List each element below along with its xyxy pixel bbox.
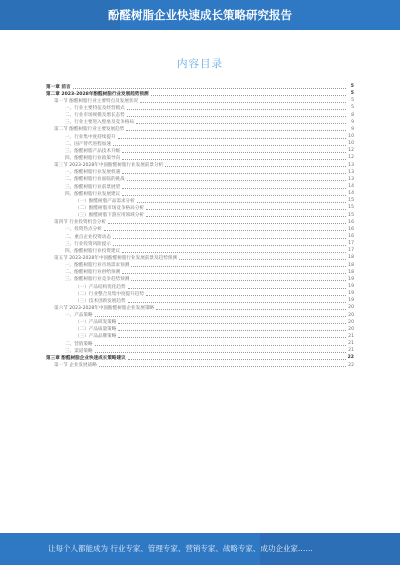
toc-page-number: 20 [348, 312, 354, 318]
toc-entry[interactable] [46, 326, 354, 333]
toc-entry[interactable] [46, 219, 354, 226]
toc-leader-dots [118, 320, 346, 324]
toc-page-number: 9 [351, 126, 354, 132]
toc-leader-dots [131, 277, 346, 281]
toc-entry-title: 一、酚醛树脂行业市场需求预测 [65, 263, 130, 269]
toc-entry[interactable] [46, 204, 354, 211]
toc-page-number: 13 [348, 169, 354, 175]
toc-leader-dots [104, 227, 346, 231]
toc-leader-dots [128, 285, 346, 289]
toc-entry-title: 二、酚醛树脂行业面临的挑战 [65, 177, 125, 183]
toc-entry-title: 第三节 2023-2028年中国酚醛树脂行业发展前景分析 [54, 163, 164, 169]
toc-entry-title: 二、酚醛树脂行业供给预测 [65, 270, 121, 276]
toc-leader-dots [146, 213, 346, 217]
toc-entry[interactable] [46, 319, 354, 326]
toc-entry[interactable] [46, 147, 354, 154]
toc-entry[interactable] [46, 276, 354, 283]
toc-leader-dots [127, 106, 346, 110]
toc-page-number: 14 [348, 184, 354, 190]
toc-entry[interactable] [46, 283, 354, 290]
toc-page-number: 18 [348, 255, 354, 261]
toc-page-number: 5 [350, 91, 354, 97]
toc-leader-dots [126, 127, 346, 131]
toc-entry-title: （三）技术创新发展趋势 [75, 298, 126, 304]
toc-entry-title: 四、酚醛树脂行业发展建议 [65, 191, 121, 197]
toc-entry-title: （三）产品品牌策略 [75, 334, 117, 340]
toc-page-number: 13 [348, 162, 354, 168]
toc-entry-title: 一、投资热点分析 [65, 227, 102, 233]
toc-leader-dots [113, 235, 346, 239]
toc-entry-title: 第二章 2023-2028年酚醛树脂行业发展趋势预测 [46, 91, 149, 97]
toc-page-number: 14 [348, 191, 354, 197]
toc-page-number: 22 [348, 362, 354, 368]
toc-leader-dots [179, 256, 346, 260]
toc-page-number: 17 [348, 241, 354, 247]
toc-entry[interactable] [46, 169, 354, 176]
toc-leader-dots [118, 334, 346, 338]
toc-leader-dots [156, 306, 346, 310]
toc-leader-dots [122, 270, 346, 274]
toc-page-number: 12 [348, 155, 354, 161]
toc-leader-dots [108, 220, 346, 224]
toc-entry[interactable] [46, 162, 354, 169]
toc-entry-title: 第六节 2023-2028年中国酚醛树脂企业发展策略 [54, 305, 155, 311]
toc-entry[interactable] [46, 126, 354, 133]
toc-entry-title: 第一节 企业发展战略 [54, 363, 97, 369]
toc-leader-dots [128, 299, 346, 303]
toc-leader-dots [136, 120, 346, 124]
toc-page-number: 19 [348, 284, 354, 289]
toc-entry-title: （二）产品质量策略 [75, 327, 117, 333]
toc-leader-dots [122, 249, 346, 253]
toc-leader-dots [128, 356, 346, 360]
toc-page-number: 10 [348, 141, 354, 147]
toc-page-number: 5 [351, 98, 354, 104]
toc-entry[interactable] [46, 176, 354, 183]
toc-leader-dots [122, 156, 346, 160]
toc-leader-dots [122, 149, 346, 153]
toc-leader-dots [73, 85, 346, 89]
toc-entry[interactable] [46, 269, 354, 276]
toc-entry-title: 三、行业主要进入壁垒及竞争格局 [65, 120, 134, 126]
toc-leader-dots [118, 327, 346, 331]
toc-entry-title: 第一节 酚醛树脂行业主要特点及发展状况 [54, 98, 139, 104]
toc-entry-title: （一）产品研发策略 [75, 320, 117, 326]
toc-page-number: 15 [348, 198, 354, 204]
toc-page-number: 22 [347, 355, 354, 361]
toc-page-number: 17 [348, 248, 354, 254]
toc-leader-dots [113, 242, 346, 246]
toc-entry[interactable] [46, 97, 354, 104]
toc-page-number: 19 [348, 291, 354, 297]
toc-leader-dots [99, 363, 346, 367]
toc-leader-dots [127, 113, 346, 117]
toc-entry-title: 第五节 2023-2028年中国酚醛树脂行业发展前景及趋势预测 [54, 255, 177, 261]
toc-page-number: 21 [348, 333, 354, 339]
toc-entry[interactable] [46, 90, 354, 97]
toc-leader-dots [146, 206, 346, 210]
toc-page-number: 20 [348, 326, 354, 332]
toc-entry-title: 三、酚醛树脂产品技术升级 [65, 148, 121, 154]
toc-page-number: 5 [350, 84, 354, 90]
toc-entry[interactable] [46, 297, 354, 304]
toc-entry-title: 三、渠道策略 [65, 348, 93, 354]
toc-entry[interactable] [46, 262, 354, 269]
toc-page-number: 12 [348, 148, 354, 154]
toc-entry[interactable] [46, 233, 354, 240]
toc-entry[interactable] [46, 140, 354, 147]
toc-page-number: 13 [348, 176, 354, 182]
toc-page-number: 16 [348, 219, 354, 225]
toc-leader-dots [165, 163, 346, 167]
toc-entry-title: （三）酚醛树脂下游应用领域分析 [75, 213, 144, 219]
toc-leader-dots [122, 185, 346, 189]
toc-page-number: 5 [351, 105, 354, 111]
toc-entry-title: 第四节 行业投资机会分析 [54, 220, 106, 226]
toc-leader-dots [131, 263, 346, 267]
toc-leader-dots [118, 135, 346, 139]
footer-band [0, 533, 400, 565]
header-band [0, 0, 400, 30]
toc-entry[interactable] [46, 361, 354, 368]
toc-entry[interactable] [46, 154, 354, 161]
toc-entry-title: （二）酚醛树脂市场竞争格局分析 [75, 205, 144, 211]
toc-entry[interactable] [46, 304, 354, 311]
toc-entry[interactable] [46, 133, 354, 140]
toc-leader-dots [146, 292, 346, 296]
toc-entry[interactable] [46, 119, 354, 126]
toc-page-number: 15 [348, 212, 354, 218]
toc-leader-dots [151, 92, 346, 96]
toc-page-number: 18 [348, 262, 354, 268]
toc-leader-dots [95, 349, 346, 353]
toc-page-number: 20 [348, 305, 354, 311]
toc-leader-dots [113, 142, 346, 146]
toc-entry[interactable] [46, 183, 354, 190]
toc-entry-title: （二）行业整合及集中度提升趋势 [75, 291, 144, 297]
toc-entry[interactable] [46, 333, 354, 340]
toc-page-number: 9 [351, 119, 354, 125]
table-of-contents [46, 83, 354, 369]
toc-leader-dots [127, 177, 346, 181]
toc-page-number: 10 [348, 134, 354, 140]
toc-leader-dots [95, 313, 346, 317]
toc-entry-title: 四、酚醛树脂行业投资建议 [65, 248, 121, 254]
toc-entry-title: 三、酚醛树脂行业竞争趋势预测 [65, 277, 130, 283]
toc-entry-title: 第一章 前言 [46, 84, 71, 90]
toc-entry[interactable] [46, 197, 354, 204]
toc-entry-title: 一、酚醛树脂行业发展机遇 [65, 170, 121, 176]
toc-entry[interactable] [46, 240, 354, 247]
toc-page-number: 8 [351, 112, 354, 118]
toc-leader-dots [122, 170, 346, 174]
toc-entry[interactable] [46, 254, 354, 261]
toc-entry[interactable] [46, 190, 354, 197]
toc-leader-dots [122, 192, 346, 196]
toc-entry-title: 一、行业集中度持续提升 [65, 134, 116, 140]
toc-entry-title: 二、营销策略 [65, 341, 93, 347]
toc-entry-title: 一、行业主要特征及经营模式 [65, 105, 125, 111]
toc-entry[interactable] [46, 112, 354, 119]
toc-page-number: 19 [348, 276, 354, 282]
toc-entry-title: （一）酚醛树脂产品需求分析 [75, 198, 135, 204]
footer-slogan: 让每个人都能成为 行业专家、管理专家、营销专家、战略专家、成功企业家…… [48, 544, 313, 553]
toc-entry-title: 三、行业投资风险提示 [65, 241, 111, 247]
toc-page-number: 19 [348, 298, 354, 304]
toc-leader-dots [140, 99, 346, 103]
toc-entry-title: 一、产品策略 [65, 313, 93, 319]
toc-leader-dots [137, 199, 346, 203]
toc-page-number: 16 [348, 234, 354, 240]
toc-leader-dots [95, 342, 346, 346]
toc-page-number: 21 [348, 341, 354, 347]
toc-entry-title: 二、重点企业投资动态 [65, 234, 111, 240]
toc-entry[interactable] [46, 354, 354, 361]
toc-entry[interactable] [46, 347, 354, 354]
toc-entry[interactable] [46, 247, 354, 254]
toc-entry[interactable] [46, 340, 354, 347]
toc-heading: 内容目录 [177, 58, 223, 70]
toc-entry-title: 第三章 酚醛树脂企业快速成长策略建议 [46, 355, 126, 361]
toc-entry-title: 二、国产替代进程加速 [65, 141, 111, 147]
toc-page-number: 15 [348, 205, 354, 211]
toc-entry[interactable] [46, 312, 354, 319]
toc-entry-title: 第二节 酚醛树脂行业主要发展趋势 [54, 127, 125, 133]
toc-page-number: 16 [348, 226, 354, 232]
toc-entry-title: 三、酚醛树脂行业前景展望 [65, 184, 121, 190]
toc-entry-title: （一）产品结构优化趋势 [75, 284, 126, 290]
toc-entry[interactable] [46, 212, 354, 219]
toc-entry-title: 四、酚醛树脂行业政策导向 [65, 155, 121, 161]
toc-entry[interactable] [46, 104, 354, 111]
toc-entry[interactable] [46, 83, 354, 90]
toc-page-number: 20 [348, 319, 354, 325]
toc-entry[interactable] [46, 226, 354, 233]
toc-page-number: 18 [348, 269, 354, 275]
report-title: 酚醛树脂企业快速成长策略研究报告 [108, 8, 292, 22]
toc-entry[interactable] [46, 290, 354, 297]
toc-page-number: 21 [348, 348, 354, 354]
toc-entry-title: 二、行业市场规模及增长态势 [65, 113, 125, 119]
